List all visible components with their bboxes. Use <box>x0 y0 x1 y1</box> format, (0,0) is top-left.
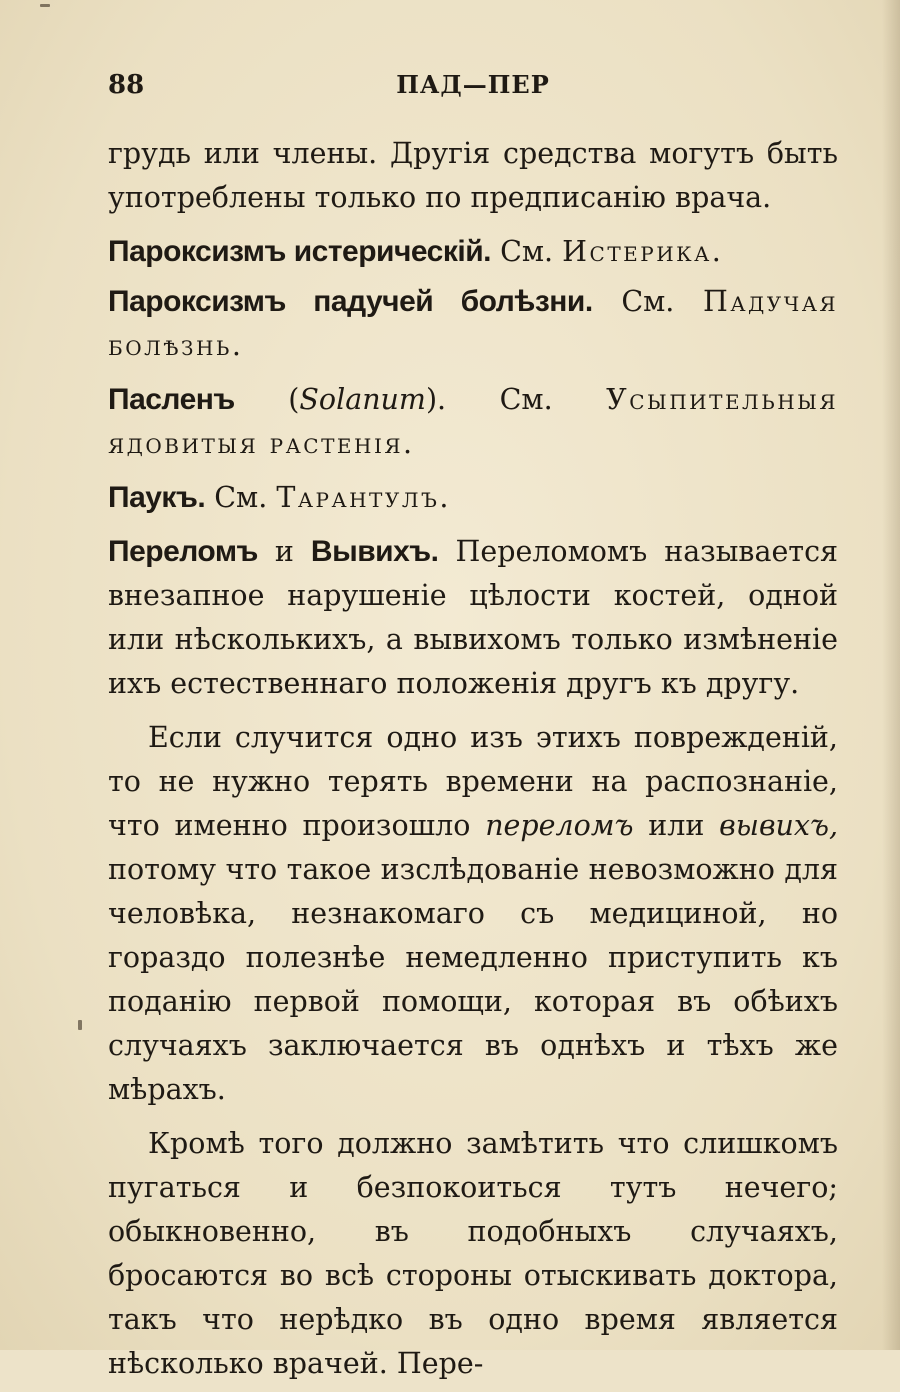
paragraph-first-aid <box>108 716 838 1112</box>
cross-reference: Падучая болѣзнь. <box>108 285 838 362</box>
see-label: См. <box>214 481 268 514</box>
latin-name: Solanum <box>299 383 426 416</box>
see-label: См. <box>621 285 675 318</box>
page-body <box>108 132 838 1392</box>
entry-paroxysm-epilepsy <box>108 280 838 368</box>
emphasis-fracture: переломъ <box>485 809 634 842</box>
entry-term: Паукъ. <box>108 481 206 514</box>
entry-term: Переломъ <box>108 535 258 568</box>
entry-solanum: Пасленъ (Solanum). См. Усыпительныя ядовитыя растенія. <box>108 383 838 460</box>
cross-reference: Тарантулъ. <box>276 481 451 514</box>
see-label: См. <box>499 383 553 416</box>
entry-fracture-dislocation <box>108 530 838 706</box>
entry-term: Пароксизмъ падучей болѣзни. <box>108 285 593 318</box>
page-header <box>108 70 838 104</box>
page-number: 88 <box>108 70 145 100</box>
running-head: ПАД—ПЕР <box>396 70 550 99</box>
print-speck <box>78 1020 82 1030</box>
cross-reference: Истерика. <box>562 235 724 268</box>
paragraph-doctors: Кромѣ того должно замѣтить что слишкомъ пугаться и безпокоиться тутъ нечего; обыкновенно, въ подобныхъ случаяхъ, бросаются во всѣ стороны отыскивать доктора, такъ что нерѣдко въ одно время является нѣсколько врачей. Пере- <box>108 1127 838 1380</box>
entry-spider <box>108 476 838 520</box>
paragraph-text-b: потому что такое изслѣдованіе невозможно для человѣка, незнакомаго съ медициной, но гораздо полезнѣе немедленно приступить къ поданію первой помощи, которая въ обѣихъ случаяхъ заключается въ однѣхъ и тѣхъ же мѣрахъ. <box>108 853 838 1106</box>
see-label: См. <box>500 235 554 268</box>
paragraph-1: грудь или члены. Другія средства могутъ быть употреблены только по предписанію врача. <box>108 137 838 214</box>
conjunction: и <box>274 535 294 568</box>
print-speck <box>40 4 50 7</box>
page-edge-shadow <box>882 0 900 1350</box>
entry-definition: Переломомъ называется внезапное нарушеніе цѣлости костей, одной или нѣсколькихъ, а вывихомъ только измѣненіе ихъ естественнаго положенія другъ къ другу. <box>108 535 839 700</box>
entry-term: Пароксизмъ истерическій. <box>108 235 491 268</box>
or-word: или <box>648 809 705 842</box>
entry-term: Пасленъ <box>108 383 235 416</box>
cross-reference: Усыпительныя ядовитыя растенія. <box>108 383 838 460</box>
paragraph-text-a: Если случится одно изъ этихъ поврежденій, то не нужно терять времени на распознаніе, что именно произошло <box>108 721 838 842</box>
emphasis-dislocation: вывихъ, <box>719 809 839 842</box>
entry-term-2: Вывихъ. <box>310 535 439 568</box>
entry-paroxysm-hysteric <box>108 230 838 274</box>
